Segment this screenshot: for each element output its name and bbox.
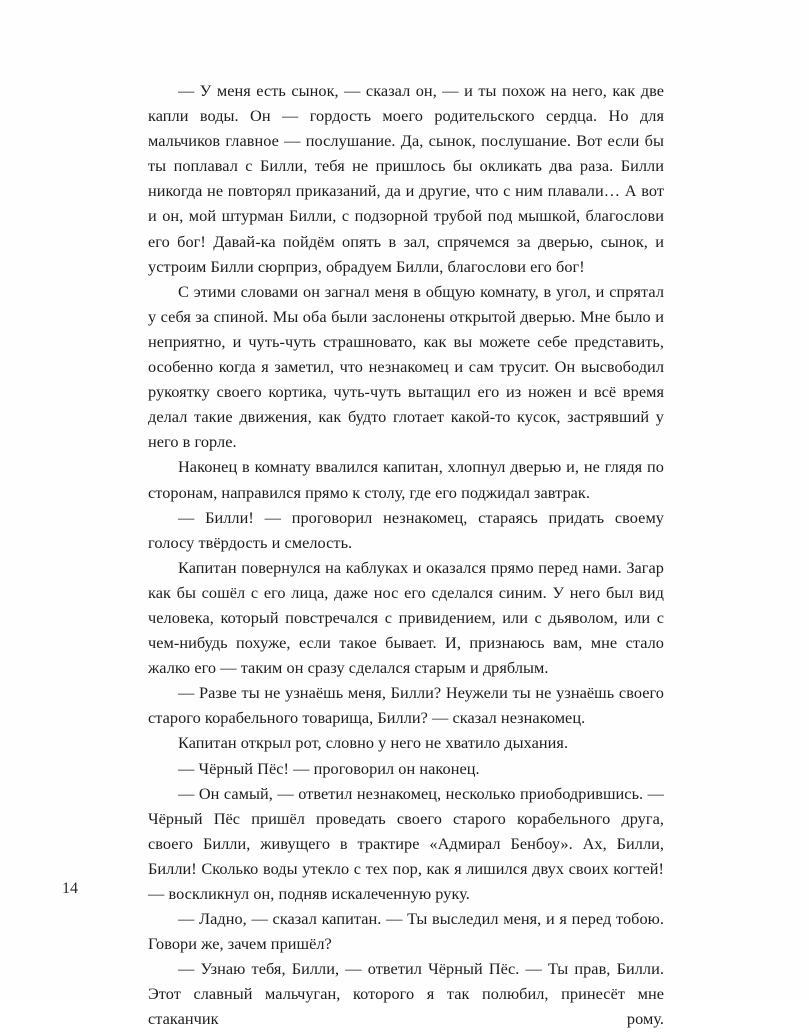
paragraph: — Разве ты не узнаёшь меня, Билли? Неужели ты не узнаёшь своего старого корабельного товарища, Билли? — сказал незнакомец. [148,683,664,728]
paragraph: — Он самый, — ответил незнакомец, несколько приободрившись. — Чёрный Пёс пришёл проведать своего старого корабельного друга, своего Билли, живущего в трактире «Адмирал Бенбоу». Ах, Билли, Билли! Сколько воды утекло с тех пор, как я лишился двух своих когтей! — воскликнул он, подняв искалеченную руку. [148,783,664,903]
page-number: 14 [62,880,78,897]
paragraph: — Билли! — проговорил незнакомец, стараясь придать своему голосу твёрдость и смелость. [148,507,664,552]
paragraph: Капитан открыл рот, словно у него не хватило дыхания. [178,733,569,753]
paragraph: Наконец в комнату ввалился капитан, хлопнул дверью и, не глядя по сторонам, направился прямо к столу, где его поджидал завтрак. [148,457,664,502]
paragraph: — У меня есть сынок, — сказал он, — и ты похож на него, как две капли воды. Он — гордость моего родительского сердца. Но для мальчиков главное — послушание. Да, сынок, послушание. Вот если бы ты поплавал с Билли, тебя не пришлось бы окликать два раза. Билли никогда не повторял приказаний, да и другие, что с ним плавали… А вот и он, мой штурман Билли, с подзорной трубой под мышкой, благослови его бог! Давай-ка пойдём опять в зал, спрячемся за дверью, сынок, и устроим Билли сюрприз, обрадуем Билли, благослови его бог! [148,81,664,276]
paragraph: Капитан повернулся на каблуках и оказался прямо перед нами. Загар как бы сошёл с его лица, даже нос его сделался синим. У него был вид человека, который повстречался с привидением, или с дьяволом, или с чем-нибудь похуже, если такое бывает. И, признаюсь вам, мне стало жалко его — таким он сразу сделался старым и дряблым. [148,557,664,678]
paragraph: С этими словами он загнал меня в общую комнату, в угол, и спрятал у себя за спиной. Мы оба были заслонены открытой дверью. Мне было и неприятно, и чуть-чуть страшновато, как вы можете себе представить, особенно когда я заметил, что незнакомец и сам трусит. Он высвободил рукоятку своего кортика, чуть-чуть вытащил его из ножен и всё время делал такие движения, как будто глотает какой-то кусок, застрявший у него в горле. [148,281,664,452]
body-text-column [148,78,664,1032]
paragraph: — Чёрный Пёс! — проговорил он наконец. [178,758,480,778]
paragraph: — Ладно, — сказал капитан. — Ты выследил меня, и я перед тобою. Говори же, зачем пришёл? [148,909,664,954]
paragraph: — Узнаю тебя, Билли, — ответил Чёрный Пёс. — Ты прав, Билли. Этот славный мальчуган, которого я так полюбил, принесёт мне стаканчик рому. [148,959,664,1029]
